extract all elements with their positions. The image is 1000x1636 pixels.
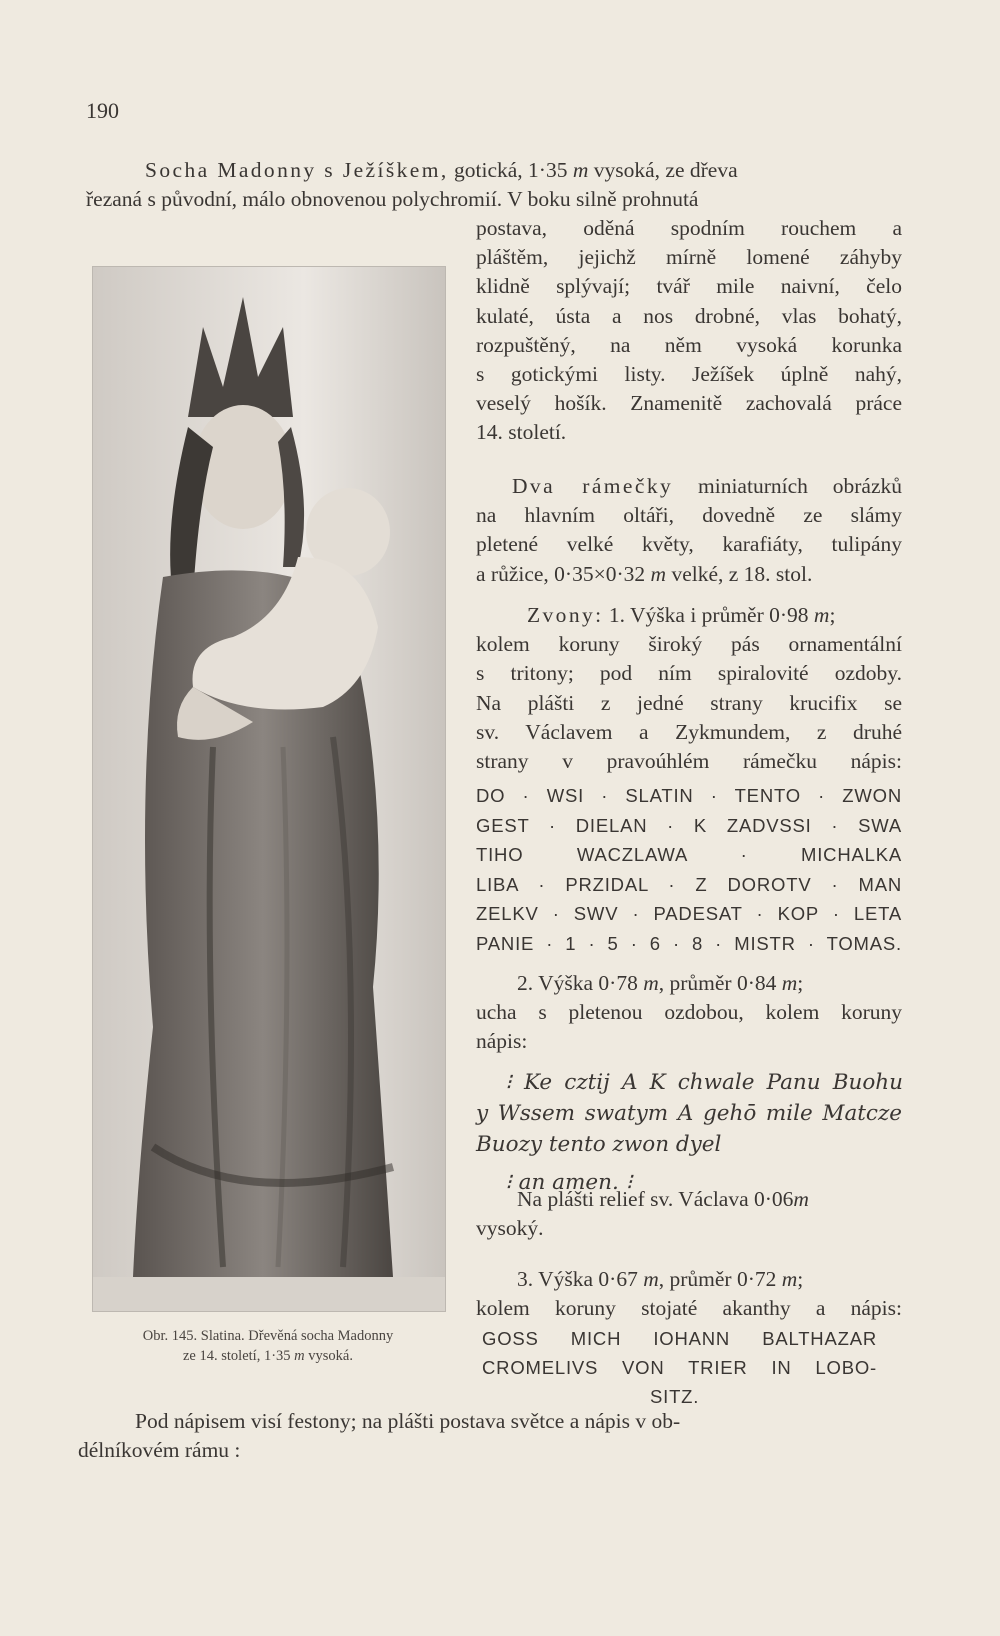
paragraph-2-last-line xyxy=(476,559,812,589)
relief-text: Na plášti relief sv. Václava 0·06 xyxy=(517,1187,794,1211)
madonna-statue-image xyxy=(93,267,445,1311)
heading-bells: Zvony: xyxy=(527,603,604,627)
punct: ; xyxy=(829,603,836,627)
caption-text-end: vysoká. xyxy=(308,1348,353,1364)
paragraph-2-line-1 xyxy=(512,471,902,501)
paragraph-2-line: na hlavním oltáři, dovedně ze slámy xyxy=(476,503,902,528)
unit-m: m xyxy=(813,603,830,627)
unit-m: m xyxy=(572,158,589,182)
bell-1-inscription-line: LIBA · PRZIDAL · Z DOROTV · MAN xyxy=(476,873,902,895)
unit-m: m xyxy=(643,971,659,995)
bell-1-line: sv. Václavem a Zykmundem, z druhé xyxy=(476,719,902,744)
bell-3-line-2: kolem koruny stojaté akanthy a nápis: xyxy=(476,1296,902,1321)
paragraph-1-col-line: rozpuštěný, na něm vysoká korunka xyxy=(476,332,902,357)
final-line-2: délníkovém rámu : xyxy=(78,1438,241,1462)
bell-1-inscription-line: TIHO WACZLAWA · MICHALKA xyxy=(476,844,902,866)
bell-1-inscription-line: PANIE · 1 · 5 · 6 · 8 · MISTR · TOMAS. xyxy=(476,933,902,954)
caption-text: ze 14. století, 1·35 xyxy=(183,1348,291,1364)
bell-3-line-1 xyxy=(517,1264,803,1294)
times-sign: × xyxy=(593,561,606,586)
bell-1-line: kolem koruny široký pás ornamentální xyxy=(476,632,902,657)
heading-madonna: Socha Madonny s Ježíškem, xyxy=(145,158,449,182)
bell-2-inscription-line: ⁝ Ke cztij A K chwale Panu Buohu xyxy=(505,1070,903,1095)
bell-1-dims: 1. Výška i průměr 0·98 xyxy=(608,603,809,627)
bell-3-inscription-line: SITZ. xyxy=(650,1386,700,1407)
paragraph-1-col-line: postava, oděná spodním rouchem a xyxy=(476,216,902,240)
bell-1-line: strany v pravoúhlém rámečku nápis: xyxy=(476,749,902,773)
paragraph-1-col-line: veselý hošík. Znamenitě zachovalá práce xyxy=(476,391,902,416)
figure-caption-line-2 xyxy=(90,1346,446,1366)
bell-3-diameter: , průměr 0·72 xyxy=(658,1267,777,1291)
caption-unit: m xyxy=(294,1348,305,1364)
bell-3-height: 3. Výška 0·67 xyxy=(517,1267,638,1291)
paragraph-1-col-line: klidně splývají; tvář mile naivní, čelo xyxy=(476,274,902,299)
bell-2-inscription-line: Buozy tento zwon dyel xyxy=(476,1132,722,1157)
bell-2-inscription-line: y Wssem swatym A gehō mile Matcze xyxy=(476,1101,902,1126)
page-number: 190 xyxy=(86,98,119,123)
final-line-1: Pod nápisem visí festony; na plášti postava světce a nápis v ob- xyxy=(135,1409,681,1433)
paragraph-1-col-line: 14. století. xyxy=(476,420,567,445)
heading-frames: Dva rámečky xyxy=(512,474,674,498)
paragraph-1-col-line: pláštěm, jejichž mírně lomené záhyby xyxy=(476,245,902,270)
punct: ; xyxy=(797,1267,804,1291)
bell-2-height: 2. Výška 0·78 xyxy=(517,971,638,995)
unit-m: m xyxy=(781,971,798,995)
unit-m: m xyxy=(650,561,667,586)
dimension-text: gotická, 1·35 xyxy=(454,158,568,182)
dim-b: 0·32 xyxy=(605,561,646,586)
bell-2-line-1 xyxy=(517,968,803,998)
bell-1-inscription-line: DO · WSI · SLATIN · TENTO · ZWON xyxy=(476,785,902,806)
bell-1-line: Na plášti z jedné strany krucifix se xyxy=(476,690,902,715)
unit-m: m xyxy=(781,1267,798,1291)
bell-2-line: nápis: xyxy=(476,1029,528,1054)
line-end-text: vysoká, ze dřeva xyxy=(593,158,738,182)
unit-m: m xyxy=(793,1187,809,1211)
unit-m: m xyxy=(643,1267,659,1291)
bell-3-inscription-line: GOSS MICH IOHANN BALTHAZAR xyxy=(482,1328,877,1349)
punct: ; xyxy=(797,971,804,995)
paragraph-1-col-line: s gotickými listy. Ježíšek úplně nahý, xyxy=(476,362,902,386)
madonna-photograph xyxy=(92,266,446,1312)
paragraph-1-line-2: řezaná s původní, málo obnovenou polychromií. V boku silně prohnutá xyxy=(86,187,699,211)
bell-2-line: ucha s pletenou ozdobou, kolem koruny xyxy=(476,1000,902,1025)
line-text: miniaturních obrázků xyxy=(698,474,903,498)
paragraph-1-col-line: kulaté, ústa a nos drobné, vlas bohatý, xyxy=(476,303,902,328)
figure-caption-line-1: Obr. 145. Slatina. Dřevěná socha Madonny xyxy=(142,1328,394,1344)
bell-1-line: s tritony; pod ním spiralovité ozdoby. xyxy=(476,661,902,686)
paragraph-1-line-1 xyxy=(145,155,738,185)
bell-2-diameter: , průměr 0·84 xyxy=(658,971,777,995)
bells-heading-line xyxy=(527,600,835,630)
dim-a: a růžice, 0·35 xyxy=(476,561,594,586)
bell-1-inscription-line: GEST · DIELAN · K ZADVSSI · SWA xyxy=(476,814,902,836)
paragraph-2-line: pletené velké květy, karafiáty, tulipány xyxy=(476,532,902,557)
bell-1-inscription-line: ZELKV · SWV · PADESAT · KOP · LETA xyxy=(476,903,902,925)
relief-line-1 xyxy=(517,1184,809,1214)
line-end: velké, z 18. stol. xyxy=(671,561,813,586)
bell-3-inscription-line: CROMELIVS VON TRIER IN LOBO- xyxy=(482,1357,877,1378)
relief-line-2: vysoký. xyxy=(476,1216,544,1241)
bell-2-inscription-line: ⁝ an amen. ⁝ xyxy=(505,1170,633,1195)
